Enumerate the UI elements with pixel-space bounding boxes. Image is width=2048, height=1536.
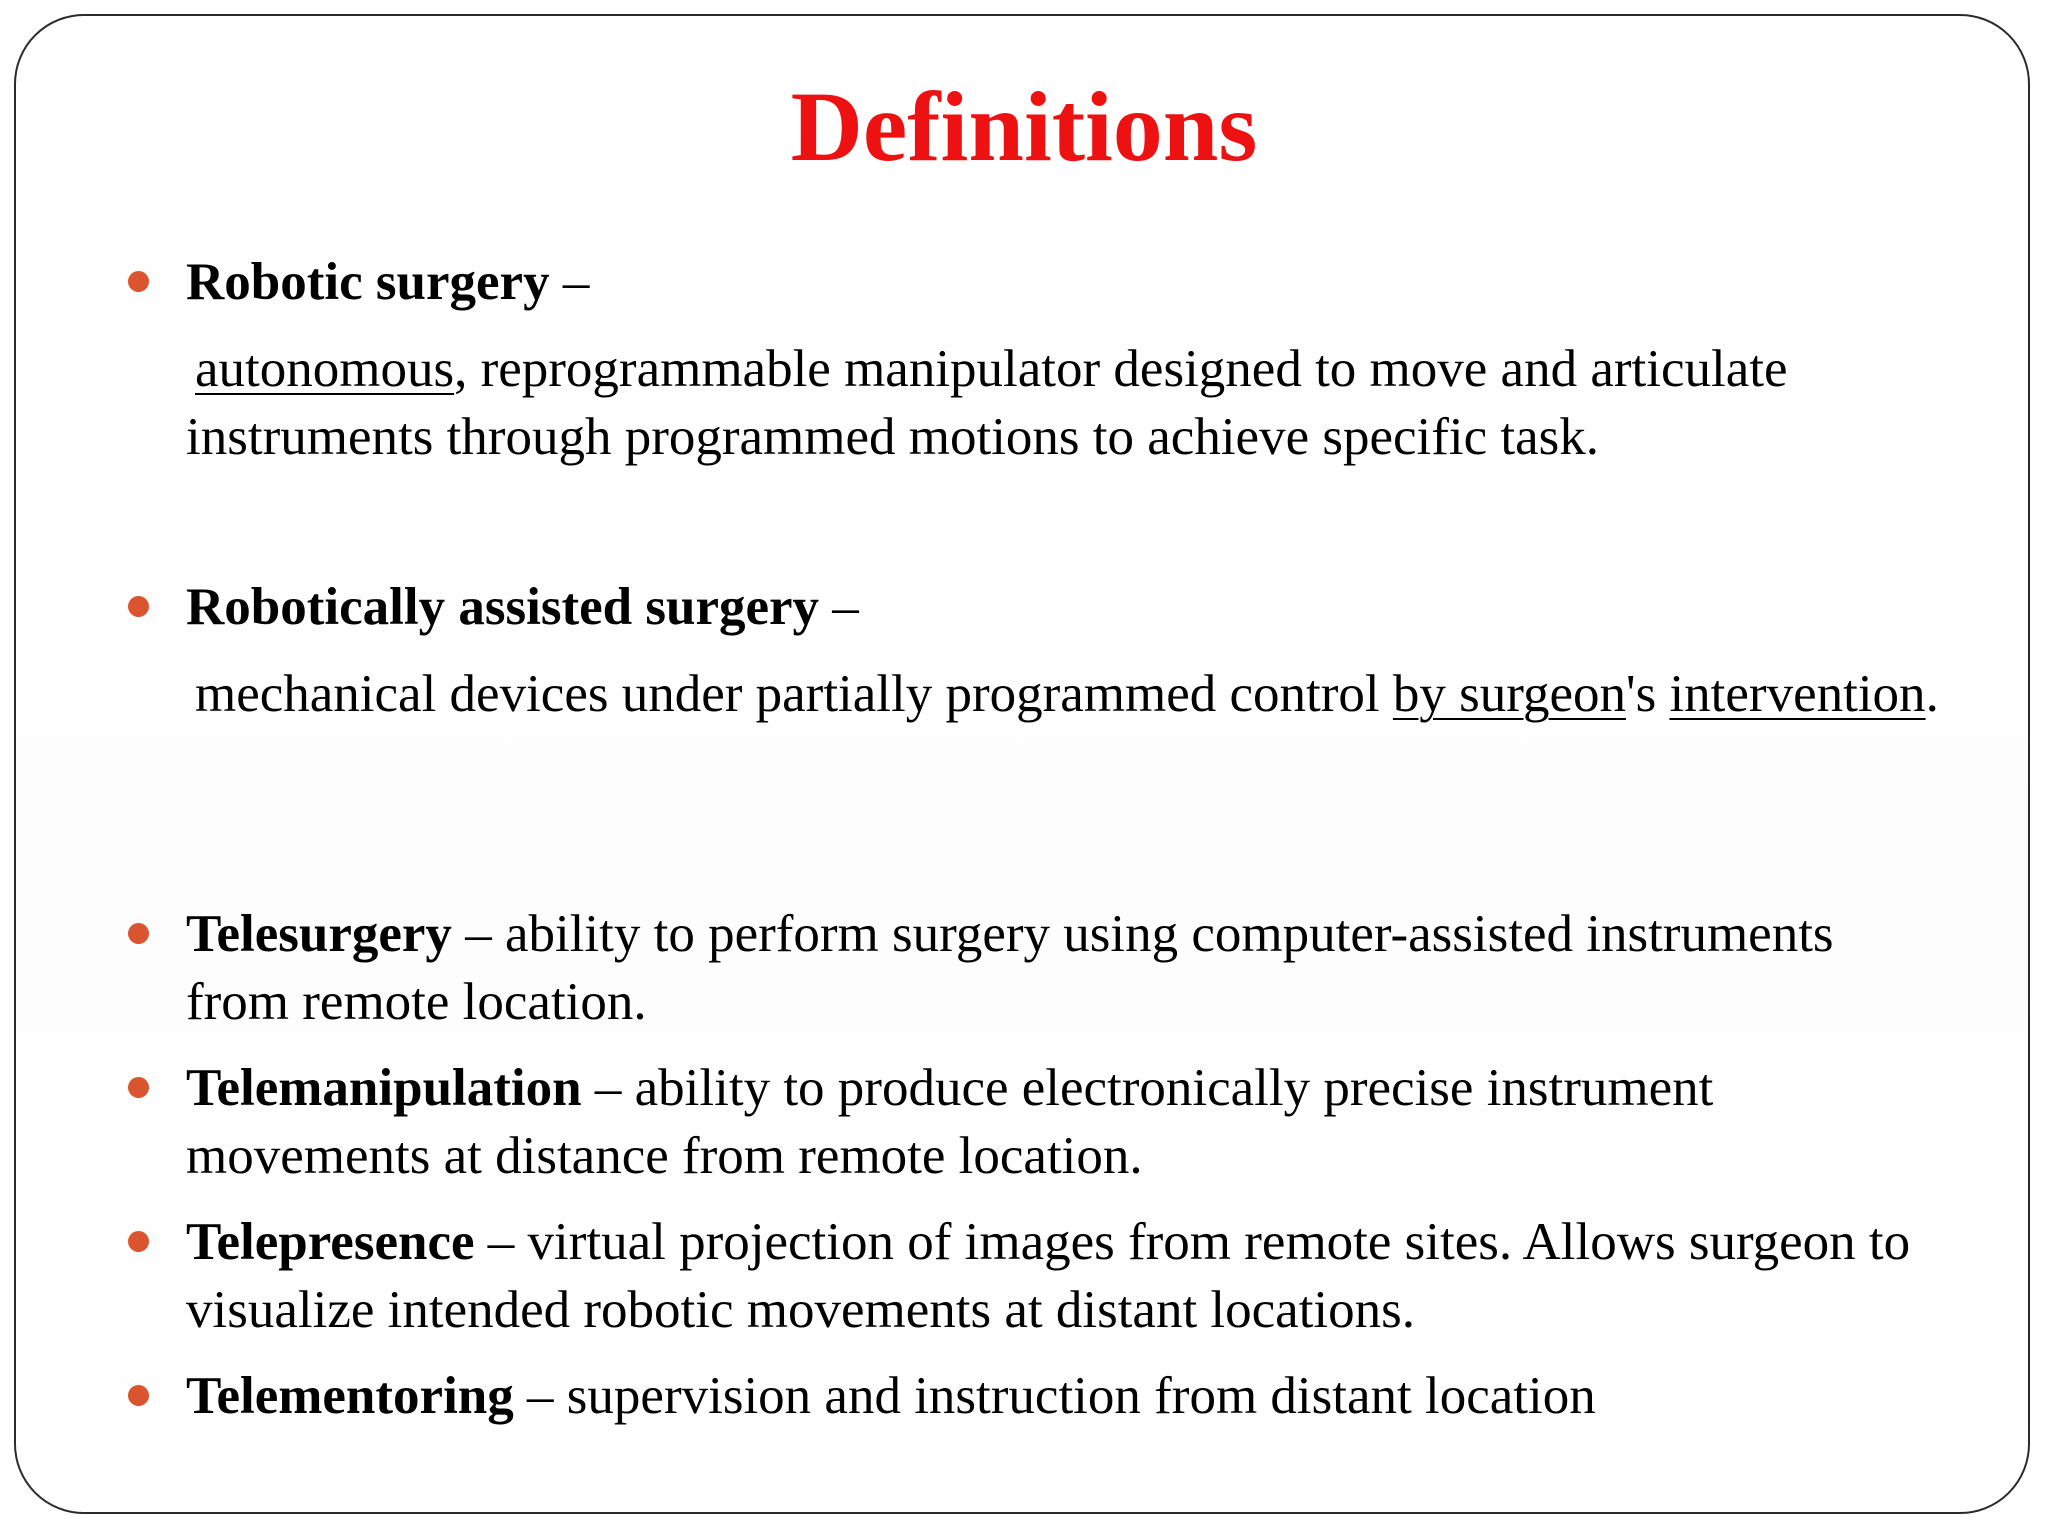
definition-description: supervision and instruction from distant location <box>566 1367 1596 1425</box>
definition-description: ability to produce electronically precise instrument movements at distance from remote location. <box>186 1059 1714 1185</box>
definition-description: ability to perform surgery using computer-assisted instruments from remote location. <box>186 905 1834 1031</box>
description-text: 's <box>1626 665 1670 723</box>
bullet-dot-icon <box>128 596 149 617</box>
bullet-dot-icon <box>128 923 149 944</box>
bullet-dot-icon <box>128 1077 149 1098</box>
bullet-dot-icon <box>128 1385 149 1406</box>
definition-item-telemanipulation <box>186 1054 1946 1190</box>
description-text: , reprogrammable manipulator designed to move and articulate instruments through programmed motions to achieve specific task. <box>186 340 1788 466</box>
description-text: mechanical devices under partially programmed control <box>195 665 1393 723</box>
definition-term: Robotically assisted surgery <box>186 578 820 636</box>
definition-term: Telemanipulation <box>186 1059 582 1117</box>
definition-dash: – <box>581 1059 635 1117</box>
definition-item-telementoring <box>186 1362 1946 1430</box>
definition-description: virtual projection of images from remote sites. Allows surgeon to visualize intended robotic movements at distant locations. <box>186 1213 1911 1339</box>
bullet-dot-icon <box>128 271 149 292</box>
description-text: . <box>1925 665 1939 723</box>
definition-dash: – <box>513 1367 567 1425</box>
definition-dash: – <box>819 578 859 636</box>
definition-item-robotically-assisted-surgery <box>186 573 1946 728</box>
definition-item-robotic-surgery <box>186 248 1946 471</box>
bullet-dot-icon <box>128 1231 149 1252</box>
underlined-word: intervention <box>1669 665 1926 723</box>
definition-term: Telesurgery <box>186 905 452 963</box>
definition-description <box>186 660 1946 728</box>
definition-item-telepresence <box>186 1208 1946 1344</box>
definition-term: Telepresence <box>186 1213 475 1271</box>
definition-dash: – <box>549 253 590 311</box>
underlined-phrase: by surgeon <box>1392 665 1627 723</box>
definition-term: Telementoring <box>186 1367 514 1425</box>
slide-title: Definitions <box>790 71 1258 182</box>
underlined-word: autonomous <box>195 340 455 398</box>
definition-item-telesurgery <box>186 900 1946 1036</box>
definition-dash: – <box>451 905 505 963</box>
definition-dash: – <box>474 1213 528 1271</box>
definition-description <box>186 335 1946 471</box>
definition-term: Robotic surgery <box>186 253 550 311</box>
